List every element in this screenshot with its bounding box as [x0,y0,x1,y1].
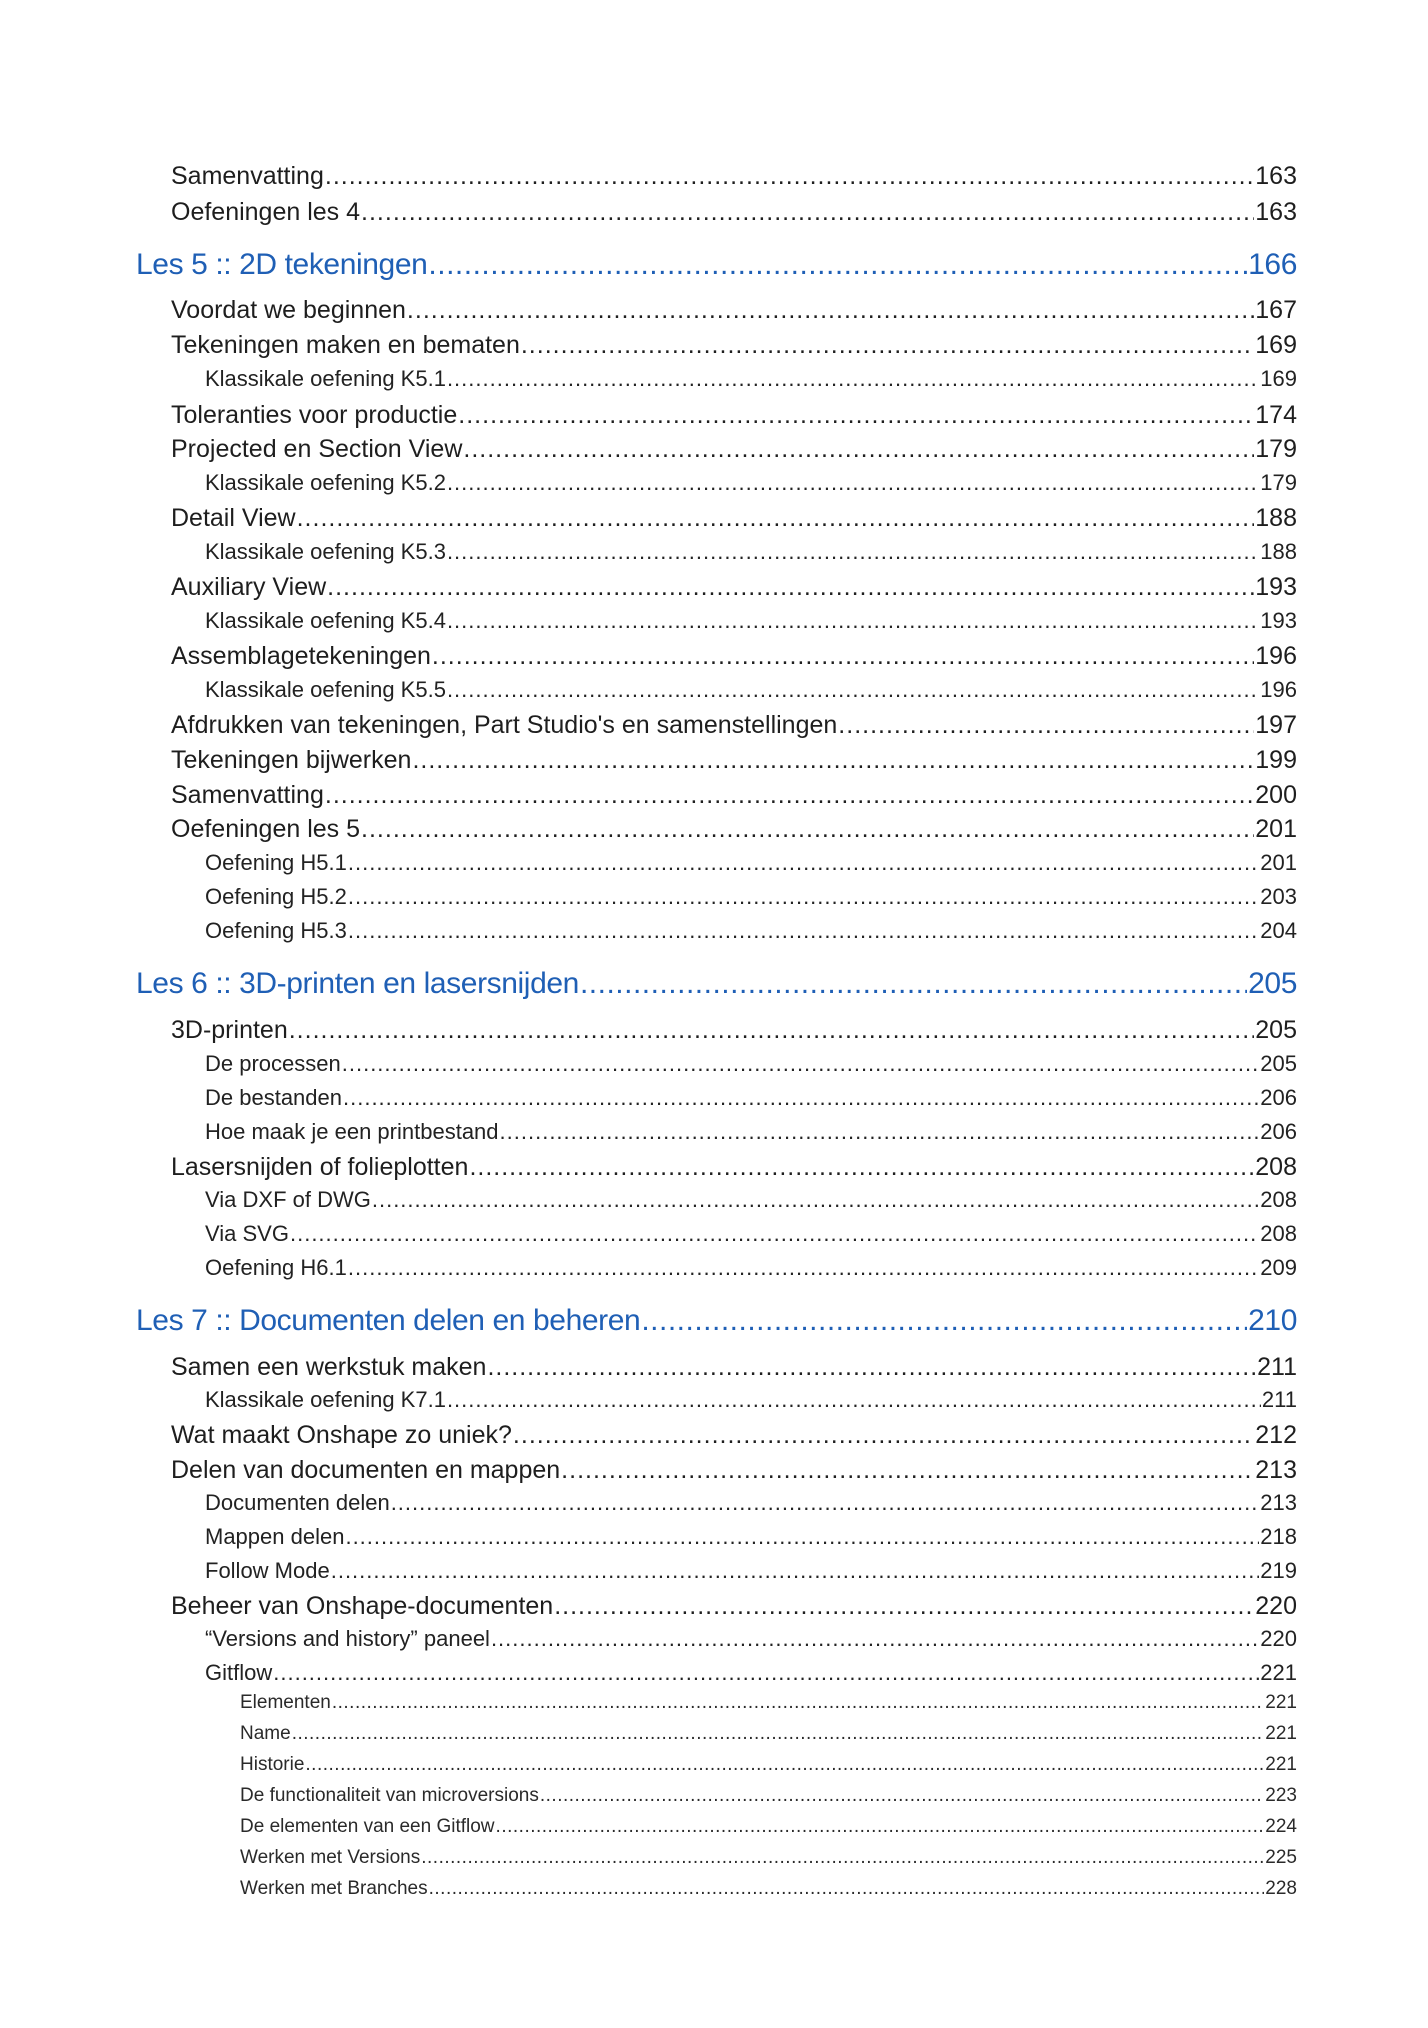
toc-entry[interactable] [205,1490,1297,1520]
toc-entry-title: Klassikale oefening K5.3 [205,539,446,564]
toc-entry[interactable] [205,1221,1297,1251]
toc-entry-title: Follow Mode [205,1558,330,1583]
dot-leader [487,1353,1256,1382]
dot-leader [447,366,1259,392]
toc-entry-title: Via SVG [205,1221,289,1246]
dot-leader [421,1847,1264,1869]
toc-entry[interactable] [205,1558,1297,1588]
toc-entry[interactable] [240,1816,1297,1843]
toc-entry-title: Historie [240,1754,305,1775]
dot-leader [641,1304,1247,1338]
toc-page-number: 206 [1260,1119,1297,1144]
toc-page-number: 221 [1265,1723,1297,1744]
toc-entry-title: Mappen delen [205,1524,345,1549]
toc-entry-title: Samenvatting [171,781,324,809]
dot-leader [348,884,1259,910]
toc-entry-title: Klassikale oefening K5.5 [205,677,446,702]
toc-page-number: 200 [1255,781,1297,809]
dot-leader [412,746,1254,775]
toc-page-number: 213 [1255,1456,1297,1484]
dot-leader [343,1085,1259,1111]
toc-entry-title: Klassikale oefening K5.4 [205,608,446,633]
toc-entry-title: Delen van documenten en mappen [171,1456,561,1484]
toc-entry[interactable] [240,1692,1297,1719]
toc-page-number: 163 [1255,162,1297,190]
toc-entry-title: Klassikale oefening K5.2 [205,470,446,495]
toc-entry-title: Gitflow [205,1660,273,1685]
dot-leader [469,1153,1254,1182]
dot-leader [325,781,1254,810]
toc-entry-title: “Versions and history” paneel [205,1626,490,1651]
dot-leader [447,1387,1261,1413]
toc-entry-title: Werken met Versions [240,1847,421,1868]
toc-entry-title: Les 6 :: 3D-printen en lasersnijden [136,967,579,1000]
toc-entry[interactable] [205,1051,1297,1081]
toc-entry[interactable] [205,1387,1297,1417]
dot-leader [273,1660,1259,1686]
dot-leader [496,1816,1265,1838]
toc-entry[interactable] [171,642,1297,674]
toc-page-number: 179 [1260,470,1297,495]
toc-page-number: 179 [1255,435,1297,463]
toc-entry[interactable] [205,470,1297,500]
toc-page-number: 210 [1248,1304,1297,1337]
toc-entry[interactable] [205,1085,1297,1115]
toc-page-number: 174 [1255,401,1297,429]
toc-entry-title: Samenvatting [171,162,324,190]
toc-page-number: 221 [1265,1692,1297,1713]
toc-entry[interactable] [171,331,1297,363]
toc-entry[interactable] [171,815,1297,847]
toc-chapter-entry[interactable] [136,1304,1297,1344]
dot-leader [345,1524,1259,1550]
toc-page-number: 197 [1255,711,1297,739]
toc-page-number: 205 [1260,1051,1297,1076]
toc-page-number: 205 [1255,1016,1297,1044]
toc-entry-title: Voordat we beginnen [171,296,406,324]
toc-entry[interactable] [240,1785,1297,1812]
dot-leader [491,1626,1259,1652]
toc-entry[interactable] [171,781,1297,813]
toc-entry[interactable] [205,677,1297,707]
dot-leader [305,1754,1264,1776]
dot-leader [292,1723,1265,1745]
toc-page-number: 166 [1248,248,1297,281]
toc-entry[interactable] [205,608,1297,638]
toc-page-number: 225 [1265,1847,1297,1868]
toc-page-number: 167 [1255,296,1297,324]
toc-entry[interactable] [205,918,1297,948]
dot-leader [554,1592,1254,1621]
toc-entry[interactable] [171,435,1297,467]
toc-page-number: 208 [1255,1153,1297,1181]
toc-entry[interactable] [205,1255,1297,1285]
toc-page-number: 219 [1260,1558,1297,1583]
toc-entry[interactable] [205,539,1297,569]
toc-entry-title: Werken met Branches [240,1878,428,1899]
dot-leader [521,331,1254,360]
toc-entry-title: 3D-printen [171,1016,288,1044]
toc-entry-title: Klassikale oefening K5.1 [205,366,446,391]
toc-page-number: 193 [1255,573,1297,601]
toc-chapter-entry[interactable] [136,967,1297,1007]
dot-leader [391,1490,1260,1516]
toc-entry-title: Via DXF of DWG [205,1187,371,1212]
toc-page-number: 188 [1255,504,1297,532]
toc-entry[interactable] [171,401,1297,433]
dot-leader [361,815,1254,844]
toc-page-number: 228 [1265,1878,1297,1899]
toc-entry-title: Lasersnijden of folieplotten [171,1153,469,1181]
toc-page-number: 211 [1261,1387,1297,1412]
dot-leader [447,608,1259,634]
toc-page-number: 196 [1260,677,1297,702]
dot-leader [289,1016,1255,1045]
toc-page-number: 221 [1265,1754,1297,1775]
toc-page-number: 203 [1260,884,1297,909]
toc-entry[interactable] [205,1626,1297,1656]
toc-entry-title: Klassikale oefening K7.1 [205,1387,446,1412]
dot-leader [432,642,1254,671]
toc-entry[interactable] [205,1187,1297,1217]
toc-entry[interactable] [205,1524,1297,1554]
toc-entry[interactable] [171,1421,1297,1453]
toc-entry[interactable] [171,573,1297,605]
toc-entry-title: Oefening H6.1 [205,1255,347,1280]
toc-page-number: 196 [1255,642,1297,670]
toc-page-number: 169 [1260,366,1297,391]
toc-entry-title: Tekeningen maken en bematen [171,331,520,359]
toc-entry-title: De processen [205,1051,341,1076]
toc-page-number: 206 [1260,1085,1297,1110]
dot-leader [540,1785,1264,1807]
toc-page-number: 223 [1265,1785,1297,1806]
toc-entry-title: Auxiliary View [171,573,327,601]
dot-leader [447,539,1259,565]
toc-entry-title: Oefeningen les 4 [171,198,361,226]
toc-entry-title: Assemblagetekeningen [171,642,431,670]
toc-page-number: 220 [1255,1592,1297,1620]
toc-page-number: 209 [1260,1255,1297,1280]
toc-entry[interactable] [171,1592,1297,1624]
toc-page-number: 205 [1248,967,1297,1000]
toc-entry-title: Name [240,1723,291,1744]
dot-leader [561,1456,1254,1485]
dot-leader [342,1051,1260,1077]
toc-entry[interactable] [171,711,1297,743]
toc-entry[interactable] [240,1723,1297,1750]
toc-entry[interactable] [171,746,1297,778]
dot-leader [447,470,1259,496]
toc-entry-title: Elementen [240,1692,331,1713]
toc-page-number: 204 [1260,918,1297,943]
toc-page-number: 221 [1260,1660,1297,1685]
toc-page-number: 188 [1260,539,1297,564]
toc-entry-title: Projected en Section View [171,435,463,463]
toc-page-number: 220 [1260,1626,1297,1651]
dot-leader [513,1421,1254,1450]
dot-leader [348,1255,1259,1281]
toc-entry[interactable] [171,504,1297,536]
dot-leader [372,1187,1259,1213]
toc-page-number: 193 [1260,608,1297,633]
toc-entry-title: Tekeningen bijwerken [171,746,412,774]
toc-entry[interactable] [205,1119,1297,1149]
toc-page-number: 199 [1255,746,1297,774]
toc-entry-title: Oefeningen les 5 [171,815,361,843]
toc-chapter-entry[interactable] [136,248,1297,288]
toc-page-number: 201 [1260,850,1297,875]
toc-entry-title: Wat maakt Onshape zo uniek? [171,1421,512,1449]
toc-entry-title: Detail View [171,504,296,532]
toc-page-number: 208 [1260,1221,1297,1246]
dot-leader [463,435,1254,464]
dot-leader [407,296,1254,325]
toc-entry[interactable] [205,884,1297,914]
toc-entry-title: Les 5 :: 2D tekeningen [136,248,428,281]
toc-page-number: 163 [1255,198,1297,226]
dot-leader [428,248,1247,282]
dot-leader [325,162,1254,191]
dot-leader [331,1558,1260,1584]
toc-entry[interactable] [171,1456,1297,1488]
toc-entry-title: Oefening H5.2 [205,884,347,909]
toc-entry[interactable] [171,296,1297,328]
dot-leader [429,1878,1265,1900]
toc-entry[interactable] [240,1847,1297,1874]
toc-entry-title: Oefening H5.3 [205,918,347,943]
toc-page-number: 213 [1260,1490,1297,1515]
dot-leader [458,401,1254,430]
toc-page-number: 169 [1255,331,1297,359]
toc-entry-title: Documenten delen [205,1490,390,1515]
toc-entry-title: Les 7 :: Documenten delen en beheren [136,1304,641,1337]
toc-entry-title: Toleranties voor productie [171,401,458,429]
dot-leader [348,918,1259,944]
dot-leader [580,967,1247,1001]
toc-entry-title: Afdrukken van tekeningen, Part Studio's en samenstellingen [171,711,838,739]
toc-entry[interactable] [171,1153,1297,1185]
toc-entry-title: Oefening H5.1 [205,850,347,875]
toc-entry-title: Beheer van Onshape-documenten [171,1592,554,1620]
toc-entry[interactable] [240,1878,1297,1905]
toc-entry-title: Hoe maak je een printbestand [205,1119,499,1144]
dot-leader [838,711,1254,740]
toc-entry-title: De elementen van een Gitflow [240,1816,495,1837]
toc-entry[interactable] [171,198,1297,230]
toc-entry-title: De bestanden [205,1085,342,1110]
toc-entry[interactable] [171,1353,1297,1385]
dot-leader [332,1692,1264,1714]
toc-page-number: 212 [1255,1421,1297,1449]
toc-page-number: 208 [1260,1187,1297,1212]
dot-leader [290,1221,1259,1247]
dot-leader [327,573,1254,602]
toc-page-number: 218 [1260,1524,1297,1549]
toc-entry[interactable] [205,1660,1297,1690]
toc-entry[interactable] [240,1754,1297,1781]
toc-entry[interactable] [205,850,1297,880]
dot-leader [361,198,1254,227]
toc-entry[interactable] [205,366,1297,396]
toc-entry[interactable] [171,1016,1297,1048]
dot-leader [297,504,1255,533]
toc-page-number: 201 [1255,815,1297,843]
toc-page-number: 224 [1265,1816,1297,1837]
dot-leader [500,1119,1260,1145]
dot-leader [348,850,1259,876]
dot-leader [447,677,1259,703]
toc-page-number: 211 [1257,1353,1297,1381]
toc-entry-title: De functionaliteit van microversions [240,1785,539,1806]
toc-entry-title: Samen een werkstuk maken [171,1353,487,1381]
toc-entry[interactable] [171,162,1297,194]
